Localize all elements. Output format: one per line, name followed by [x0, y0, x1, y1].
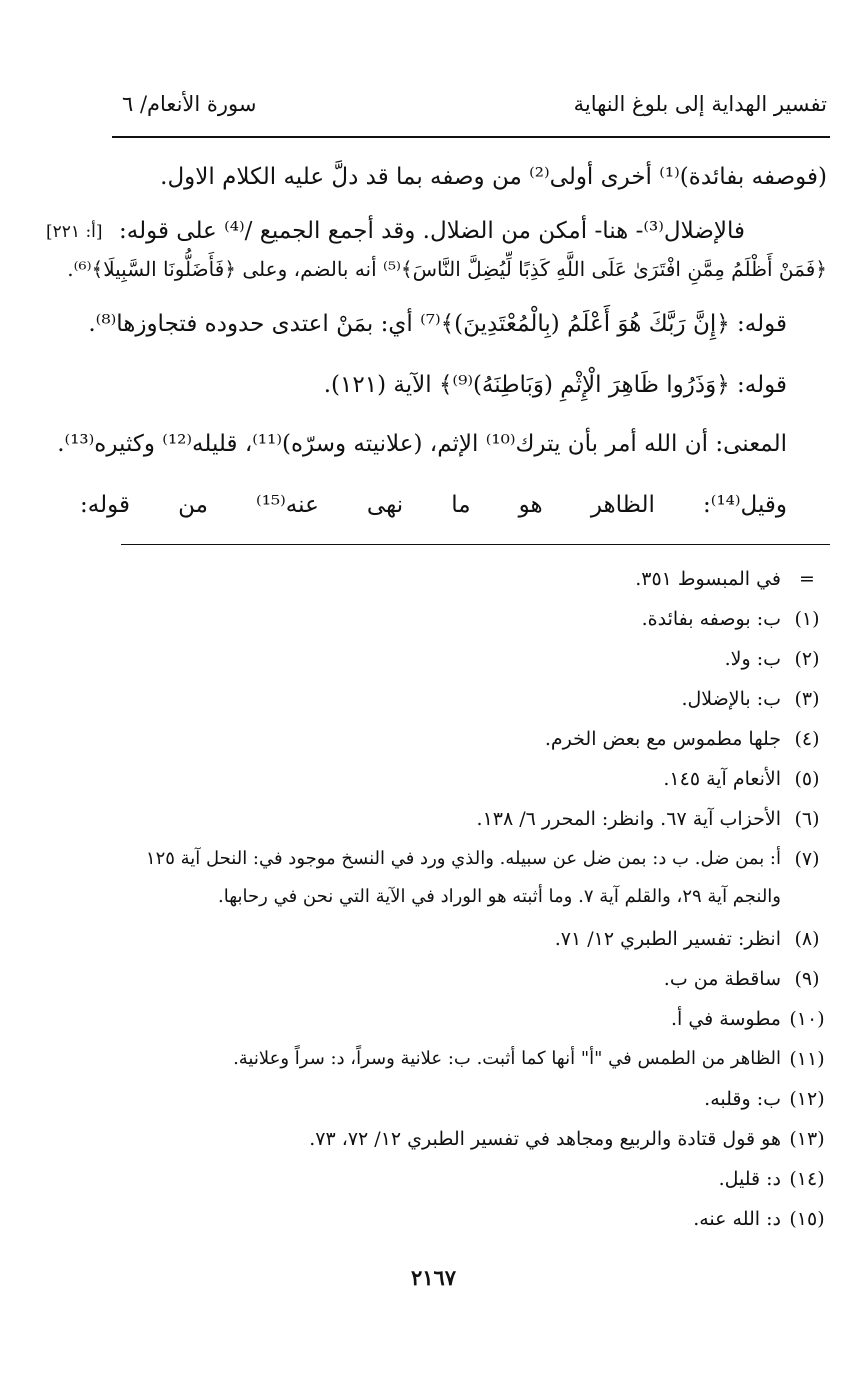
footnote-number: (٣): [794, 688, 820, 710]
page-number: ٢١٦٧: [410, 1265, 457, 1290]
body-line-2: فالإضلال⁽³⁾- هنا- أمكن من الضلال. وقد أجمع الجميع /⁽⁴⁾ على قوله:: [119, 218, 745, 244]
footnote-text-continued: والنجم آية ٢٩، والقلم آية ٧. وما أثبته هو الوراد في الآية التي نحن في رحابها.: [218, 886, 781, 907]
footnote-text: في المبسوط ٣٥١.: [635, 568, 781, 590]
footnote-number: (٢): [794, 648, 820, 670]
footnote-text: ب: بوصفه بفائدة.: [641, 608, 781, 630]
footnote-text: انظر: تفسير الطبري ١٢/ ٧١.: [554, 928, 781, 950]
footnote-text: مطوسة في أ.: [670, 1008, 781, 1030]
footnote-number: (١١): [789, 1048, 825, 1070]
footnote-separator: [121, 544, 830, 545]
footnote-number: =: [799, 568, 815, 590]
footnote-text: د: قليل.: [718, 1168, 781, 1190]
footnote-text: ب: ولا.: [724, 648, 781, 670]
body-line-6: المعنى: أن الله أمر بأن يترك⁽¹⁰⁾ الإثم، (علانيته وسرّه)⁽¹¹⁾، قليله⁽¹²⁾ وكثيره⁽¹³⁾.: [57, 431, 787, 457]
margin-reference: [أ: ٢٢١]: [46, 222, 103, 242]
footnote-text: د: الله عنه.: [693, 1208, 781, 1230]
footnote-number: (١٠): [789, 1008, 825, 1030]
footnote-number: (١٢): [789, 1088, 825, 1110]
footnote-text: جلها مطموس مع بعض الخرم.: [544, 728, 781, 750]
footnote-text: ب: بالإضلال.: [681, 688, 781, 710]
footnote-number: (٤): [794, 728, 820, 750]
footnote-text: ساقطة من ب.: [663, 968, 781, 990]
footnote-number: (٥): [794, 768, 820, 790]
footnote-number: (١٤): [789, 1168, 825, 1190]
footnote-text: الأنعام آية ١٤٥.: [663, 768, 781, 790]
body-line-7: وقيل⁽¹⁴⁾: الظاهر هو ما نهى عنه⁽¹⁵⁾ من قوله:: [80, 492, 787, 518]
footnote-number: (١٥): [789, 1208, 825, 1230]
footnote-text: الظاهر من الطمس في "أ" أنها كما أثبت. ب: علانية وسراً، د: سراً وعلانية.: [233, 1048, 781, 1069]
footnote-text: هو قول قتادة والربيع ومجاهد في تفسير الطبري ١٢/ ٧٢، ٧٣.: [309, 1128, 781, 1150]
surah-name: سورة الأنعام/ ٦: [122, 92, 257, 116]
footnote-number: (١٣): [789, 1128, 825, 1150]
body-line-1: (فوصفه بفائدة)⁽¹⁾ أخرى أولى⁽²⁾ من وصفه بما قد دلَّ عليه الكلام الاول.: [160, 164, 827, 190]
footnote-number: (٨): [794, 928, 820, 950]
body-line-5: قوله: ﴿وَذَرُوا ظَاهِرَ الْإِثْمِ (وَبَاطِنَهُ)⁽⁹⁾﴾ الآية (١٢١).: [323, 372, 787, 398]
footnote-number: (٩): [794, 968, 820, 990]
footnote-number: (٧): [794, 848, 820, 870]
footnote-text: الأحزاب آية ٦٧. وانظر: المحرر ٦/ ١٣٨.: [476, 808, 781, 830]
body-line-3: ﴿فَمَنْ أَظْلَمُ مِمَّنِ افْتَرَىٰ عَلَى اللَّهِ كَذِبًا لِّيُضِلَّ النَّاسَ﴾⁽⁵⁾ أنه بالضم، وعلى ﴿فَأَضَلُّونَا السَّبِيلَا﴾⁽⁶⁾.: [67, 257, 827, 281]
footnote-text: ب: وقلبه.: [704, 1088, 781, 1110]
header-rule: [112, 136, 830, 138]
footnote-number: (٦): [794, 808, 820, 830]
footnote-text: أ: بمن ضل. ب د: بمن ضل عن سبيله. والذي ورد في النسخ موجود في: النحل آية ١٢٥: [145, 848, 781, 869]
body-line-4: قوله: ﴿إِنَّ رَبَّكَ هُوَ أَعْلَمُ (بِالْمُعْتَدِينَ)﴾⁽⁷⁾ أي: بمَنْ اعتدى حدوده فتجاوزها⁽⁸⁾.: [88, 311, 787, 337]
book-title: تفسير الهداية إلى بلوغ النهاية: [573, 92, 827, 116]
footnote-number: (١): [794, 608, 820, 630]
